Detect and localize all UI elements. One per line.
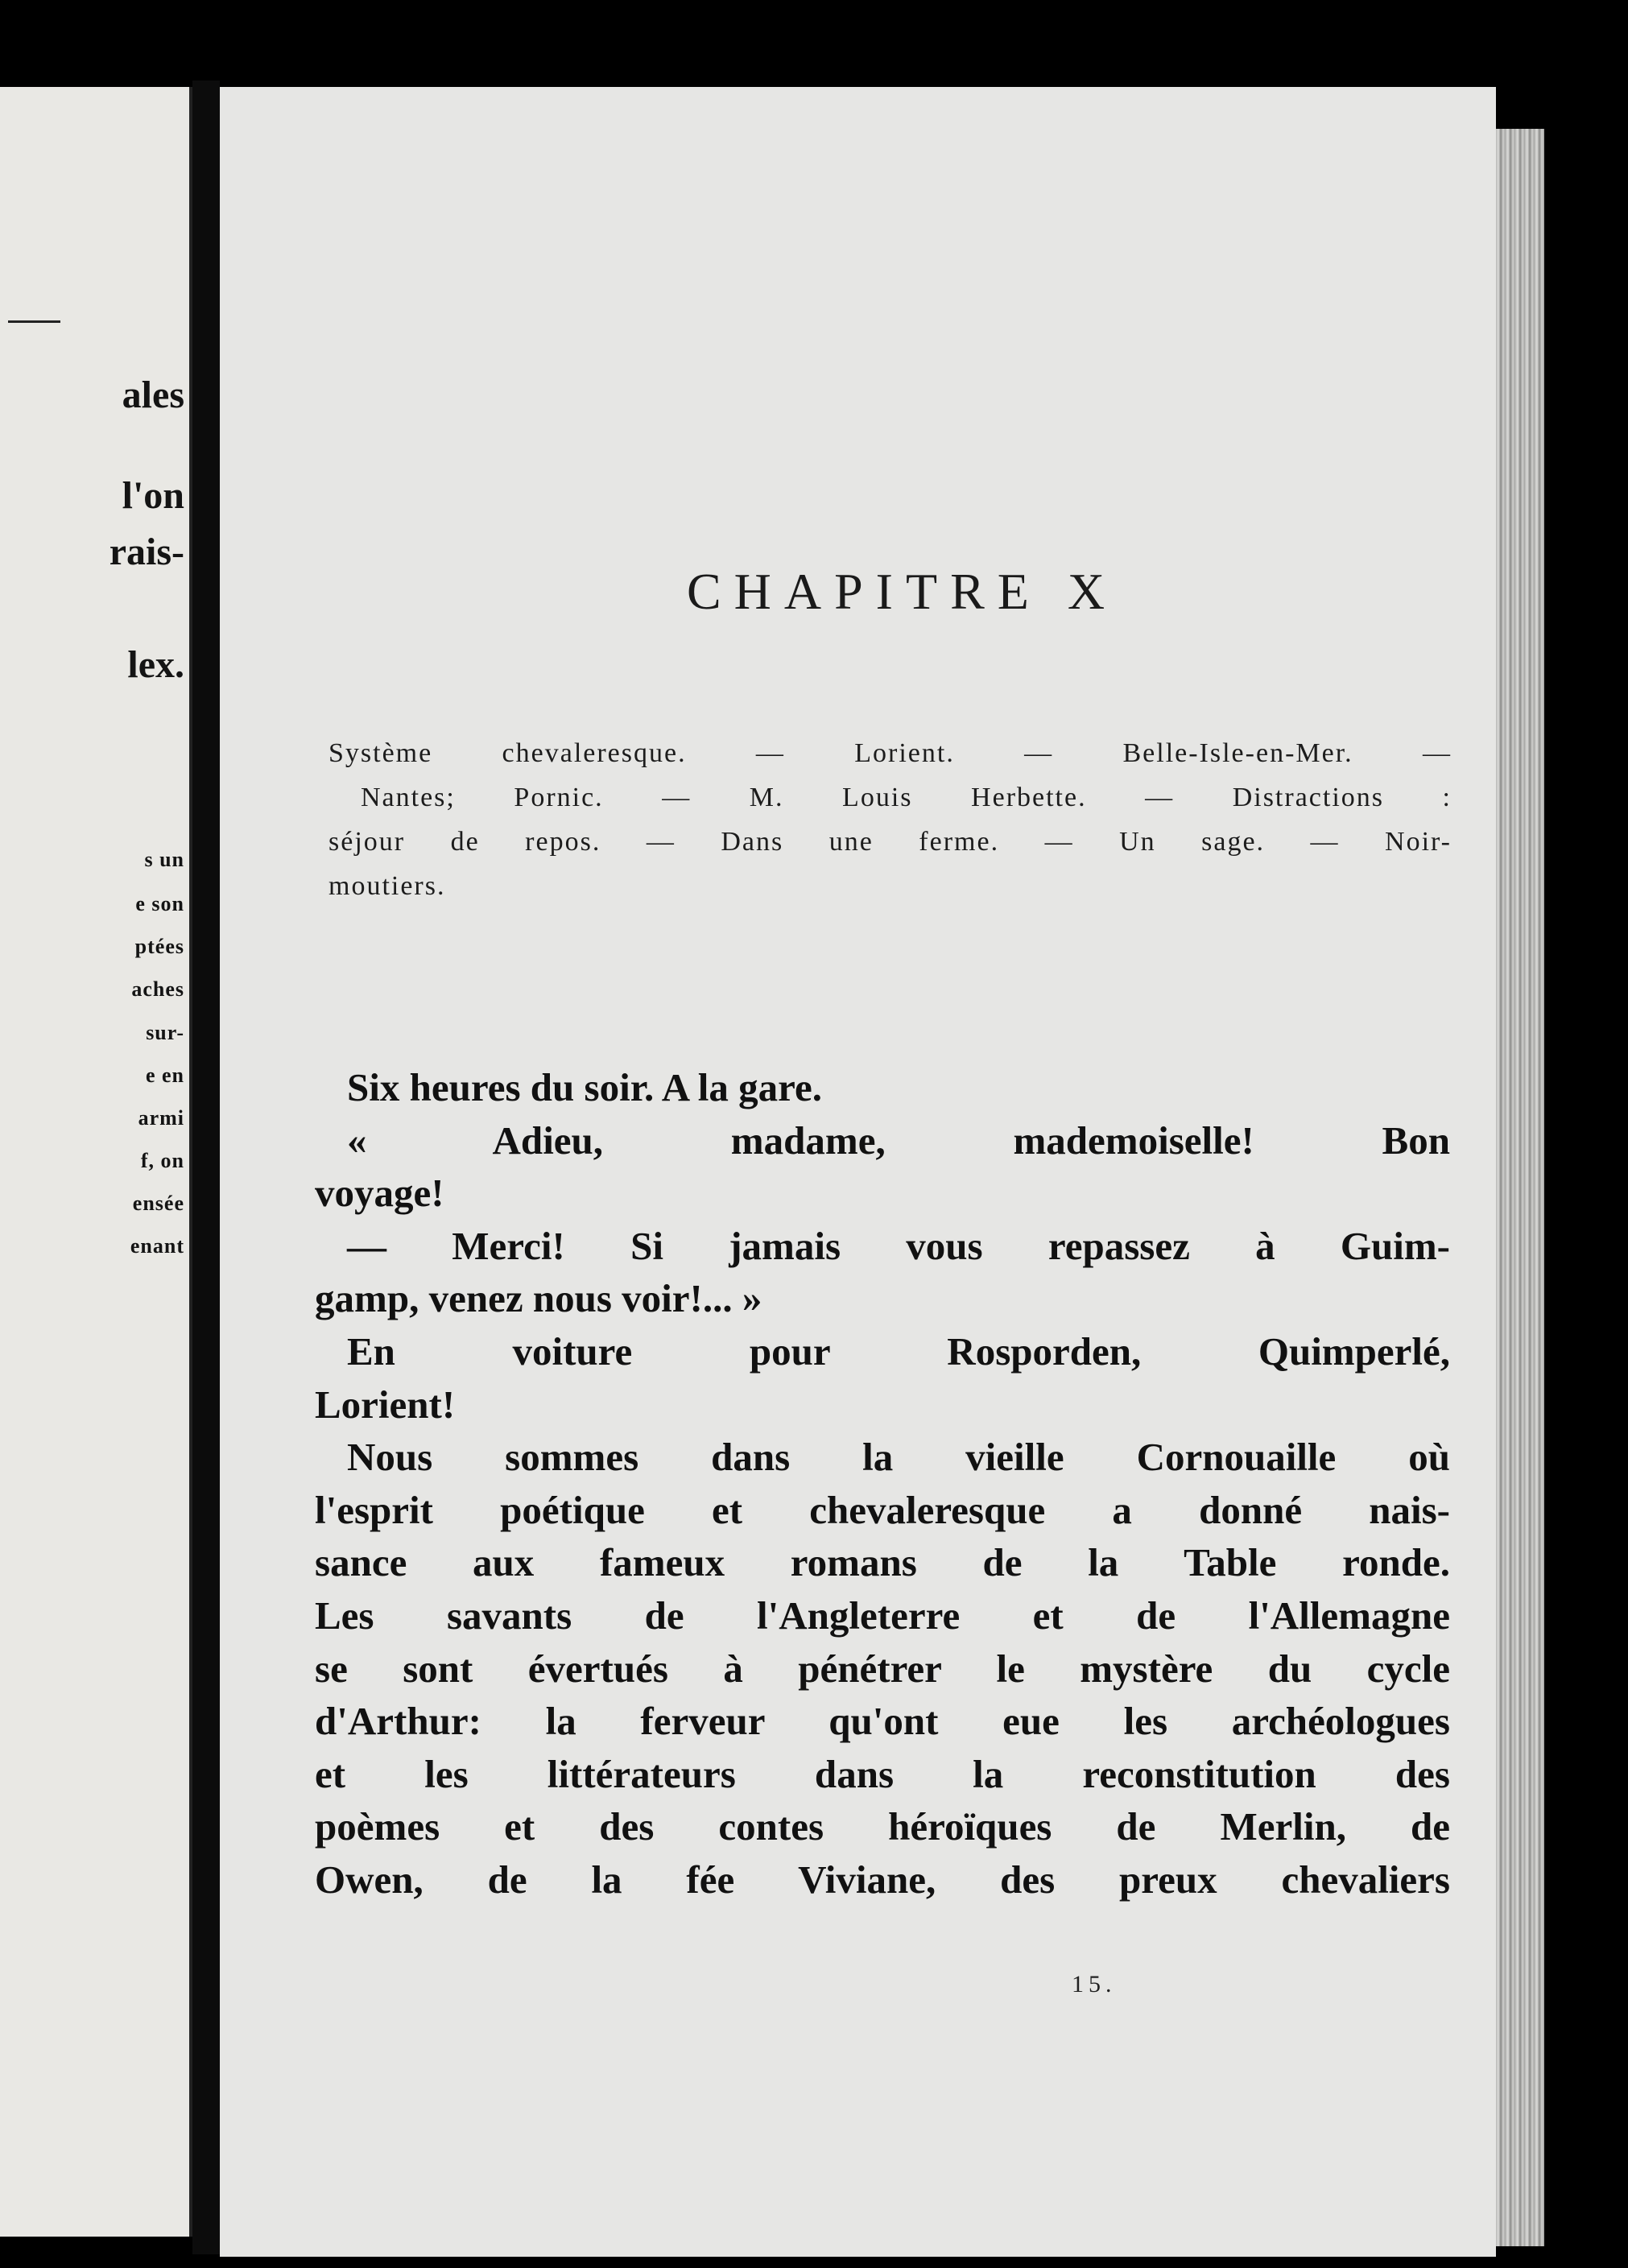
text-line: Owen, de la fée Viviane, des preux chevaliers xyxy=(315,1857,1450,1902)
text-line: se sont évertués à pénétrer le mystère du cycle xyxy=(315,1646,1450,1691)
text-line: voyage! xyxy=(315,1171,444,1216)
left-text-fragment: aches xyxy=(131,977,184,1001)
text-line: Nous sommes dans la vieille Cornouaille où xyxy=(347,1435,1450,1480)
text-line: « Adieu, madame, mademoiselle! Bon xyxy=(347,1117,1450,1163)
text-line: l'esprit poétique et chevaleresque a donné nais- xyxy=(315,1487,1450,1532)
chapter-summary xyxy=(328,731,1452,908)
left-text-fragment: armi xyxy=(138,1106,184,1130)
text-line: — Merci! Si jamais vous repassez à Guim- xyxy=(347,1223,1450,1268)
summary-line: Nantes; Pornic. — M. Louis Herbette. — Distractions : xyxy=(361,783,1452,812)
left-text-fragment: ensée xyxy=(132,1192,184,1215)
summary-line: séjour de repos. — Dans une ferme. — Un sage. — Noir- xyxy=(328,827,1452,857)
summary-line: Système chevaleresque. — Lorient. — Belle-Isle-en-Mer. — xyxy=(328,738,1452,768)
left-text-fragment: e son xyxy=(135,892,184,915)
divider xyxy=(8,320,60,323)
body-text xyxy=(315,1061,1450,1907)
left-page-fragment xyxy=(0,87,192,2237)
book-page xyxy=(220,87,1496,2257)
book-gutter xyxy=(192,81,220,2254)
chapter-title: CHAPITRE X xyxy=(686,563,1118,620)
text-line: Lorient! xyxy=(315,1382,456,1427)
left-text-fragment: s un xyxy=(144,848,184,871)
text-line: Six heures du soir. A la gare. xyxy=(347,1065,822,1109)
text-line: poèmes et des contes héroïques de Merlin, de xyxy=(315,1804,1450,1849)
text-line: En voiture pour Rosporden, Quimperlé, xyxy=(347,1328,1450,1374)
text-line: et les littérateurs dans la reconstitution des xyxy=(315,1751,1450,1796)
text-line: gamp, venez nous voir!... » xyxy=(315,1276,762,1321)
left-text-fragment: e en xyxy=(145,1064,184,1087)
left-text-fragment: ptées xyxy=(134,935,184,958)
text-line: d'Arthur: la ferveur qu'ont eue les archéologues xyxy=(315,1699,1450,1744)
left-text-fragment: enant xyxy=(130,1234,184,1258)
left-text-fragment: ales xyxy=(122,374,184,416)
summary-line: moutiers. xyxy=(328,871,446,901)
left-text-fragment: sur- xyxy=(146,1021,184,1044)
page-number: 15. xyxy=(1072,1971,1117,1997)
left-text-fragment: f, on xyxy=(140,1149,184,1172)
left-text-fragment: l'on xyxy=(122,474,184,517)
left-text-fragment: rais- xyxy=(109,531,184,573)
left-text-fragment: lex. xyxy=(127,643,184,686)
text-line: sance aux fameux romans de la Table ronde. xyxy=(315,1540,1450,1585)
page-edges xyxy=(1496,129,1544,2246)
text-line: Les savants de l'Angleterre et de l'Allemagne xyxy=(315,1593,1450,1638)
